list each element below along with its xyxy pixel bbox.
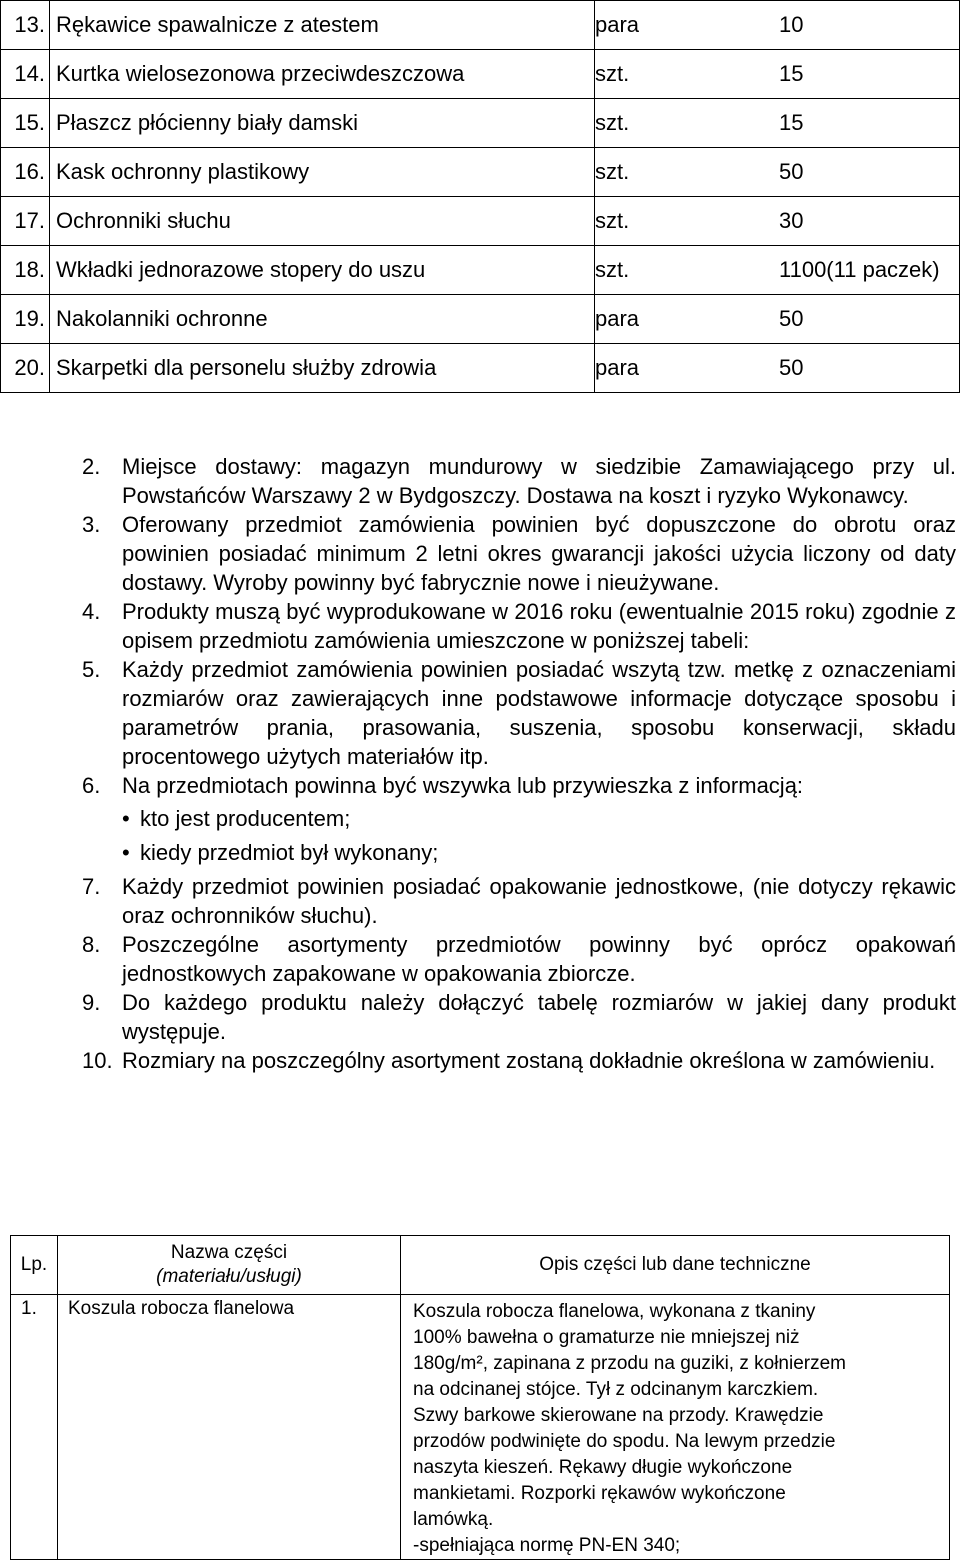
- item-number: 3.: [82, 512, 101, 537]
- list-item: [82, 510, 956, 597]
- list-item: [82, 872, 956, 930]
- bullet-icon: •: [122, 840, 130, 865]
- description-line: przodów podwinięte do spodu. Na lewym przedzie: [413, 1431, 836, 1452]
- row-number: 17.: [1, 197, 50, 246]
- bullet-item: • kto jest producentem;: [122, 802, 956, 836]
- row-number: 20.: [1, 344, 50, 393]
- item-quantity: 50: [775, 344, 960, 393]
- item-name: Skarpetki dla personelu służby zdrowia: [50, 344, 595, 393]
- bullet-item: • kiedy przedmiot był wykonany;: [122, 836, 956, 870]
- row-description: [401, 1295, 950, 1560]
- table-header-row: [11, 1236, 950, 1295]
- description-line: naszyta kieszeń. Rękawy długie wykończone: [413, 1457, 793, 1478]
- table-row: [1, 344, 960, 393]
- description-line: lamówką.: [413, 1509, 494, 1530]
- table-row: [1, 246, 960, 295]
- table-row: [1, 197, 960, 246]
- item-number: 2.: [82, 454, 101, 479]
- row-number: 14.: [1, 50, 50, 99]
- item-quantity: 15: [775, 50, 960, 99]
- item-unit: szt.: [595, 246, 776, 295]
- table-row: [1, 99, 960, 148]
- item-name: Rękawice spawalnicze z atestem: [50, 1, 595, 50]
- list-item: [82, 597, 956, 655]
- item-text: Produkty muszą być wyprodukowane w 2016 roku (ewentualnie 2015 roku) zgodnie z opisem przedmiotu zamówienia umieszczone w poniższej tabeli:: [122, 599, 956, 653]
- item-number: 9.: [82, 990, 101, 1015]
- item-name: Kask ochronny plastikowy: [50, 148, 595, 197]
- description-line: Koszula robocza flanelowa, wykonana z tkaniny: [413, 1301, 816, 1322]
- item-unit: para: [595, 344, 776, 393]
- item-number: 7.: [82, 874, 101, 899]
- item-quantity: 10: [775, 1, 960, 50]
- info-bullet-list: [122, 802, 956, 870]
- item-quantity: 15: [775, 99, 960, 148]
- requirements-list: [82, 452, 956, 1075]
- item-number: 4.: [82, 599, 101, 624]
- item-unit: szt.: [595, 99, 776, 148]
- item-text: Każdy przedmiot powinien posiadać opakowanie jednostkowe, (nie dotyczy rękawic oraz ochronników słuchu).: [122, 874, 956, 928]
- item-name: Ochronniki słuchu: [50, 197, 595, 246]
- item-unit: para: [595, 1, 776, 50]
- row-part-name: Koszula robocza flanelowa: [58, 1295, 401, 1560]
- item-quantity: 1100(11 paczek): [775, 246, 960, 295]
- item-number: 5.: [82, 657, 101, 682]
- item-text: Oferowany przedmiot zamówienia powinien być dopuszczone do obrotu oraz powinien posiadać minimum 2 letni okres gwarancji jakości użycia liczony od daty dostawy. Wyroby powinny być fabrycznie nowe i nieużywane.: [122, 512, 956, 595]
- description-line: Szwy barkowe skierowane na przody. Krawędzie: [413, 1405, 824, 1426]
- row-number: 19.: [1, 295, 50, 344]
- item-text: Każdy przedmiot zamówienia powinien posiadać wszytą tzw. metkę z oznaczeniami rozmiarów oraz zawierających inne podstawowe informacje dotyczące sposobu i parametrów prania, prasowania, suszenia, sposobu konserwacji, składu procentowego użytych materiałów itp.: [122, 657, 956, 769]
- item-quantity: 30: [775, 197, 960, 246]
- table-row: [1, 148, 960, 197]
- list-item: [82, 771, 956, 800]
- items-table-continued: [0, 0, 960, 393]
- item-unit: szt.: [595, 50, 776, 99]
- bullet-icon: •: [122, 806, 130, 831]
- item-number: 10.: [82, 1048, 113, 1073]
- item-number: 8.: [82, 932, 101, 957]
- item-quantity: 50: [775, 148, 960, 197]
- description-line: mankietami. Rozporki rękawów wykończone: [413, 1483, 786, 1504]
- table-row: [1, 50, 960, 99]
- item-unit: szt.: [595, 197, 776, 246]
- item-text: Do każdego produktu należy dołączyć tabelę rozmiarów w jakiej dany produkt występuje.: [122, 990, 956, 1044]
- list-item: [82, 930, 956, 988]
- row-number: 15.: [1, 99, 50, 148]
- list-item: [82, 452, 956, 510]
- list-item: [82, 1046, 956, 1075]
- item-text: Miejsce dostawy: magazyn mundurowy w siedzibie Zamawiającego przy ul. Powstańców Warszawy 2 w Bydgoszczy. Dostawa na koszt i ryzyko Wykonawcy.: [122, 454, 956, 508]
- item-quantity: 50: [775, 295, 960, 344]
- header-lp: Lp.: [11, 1236, 58, 1295]
- table-row: [11, 1295, 950, 1560]
- list-item: [82, 655, 956, 771]
- item-text: Na przedmiotach powinna być wszywka lub przywieszka z informacją:: [122, 773, 804, 798]
- description-line: 100% bawełna o gramaturze nie mniejszej niż: [413, 1327, 800, 1348]
- item-name: Wkładki jednorazowe stopery do uszu: [50, 246, 595, 295]
- table-row: [1, 1, 960, 50]
- header-description: Opis części lub dane techniczne: [401, 1236, 950, 1295]
- row-number: 13.: [1, 1, 50, 50]
- row-number: 18.: [1, 246, 50, 295]
- item-number: 6.: [82, 773, 101, 798]
- table-row: [1, 295, 960, 344]
- item-unit: para: [595, 295, 776, 344]
- description-line: na odcinanej stójce. Tył z odcinanym karczkiem.: [413, 1379, 819, 1400]
- item-unit: szt.: [595, 148, 776, 197]
- list-item: [82, 988, 956, 1046]
- item-name: Płaszcz płócienny biały damski: [50, 99, 595, 148]
- parts-description-table: [10, 1235, 950, 1560]
- description-line: -spełniająca normę PN-EN 340;: [413, 1535, 681, 1556]
- row-number: 16.: [1, 148, 50, 197]
- description-line: 180g/m², zapinana z przodu na guziki, z kołnierzem: [413, 1353, 847, 1374]
- header-part-name: Nazwa części (materiału/usługi): [58, 1236, 401, 1295]
- row-lp: 1.: [11, 1295, 58, 1560]
- item-text: Poszczególne asortymenty przedmiotów powinny być oprócz opakowań jednostkowych zapakowane w opakowania zbiorcze.: [122, 932, 956, 986]
- item-text: Rozmiary na poszczególny asortyment zostaną dokładnie określona w zamówieniu.: [122, 1048, 936, 1073]
- item-name: Nakolanniki ochronne: [50, 295, 595, 344]
- item-name: Kurtka wielosezonowa przeciwdeszczowa: [50, 50, 595, 99]
